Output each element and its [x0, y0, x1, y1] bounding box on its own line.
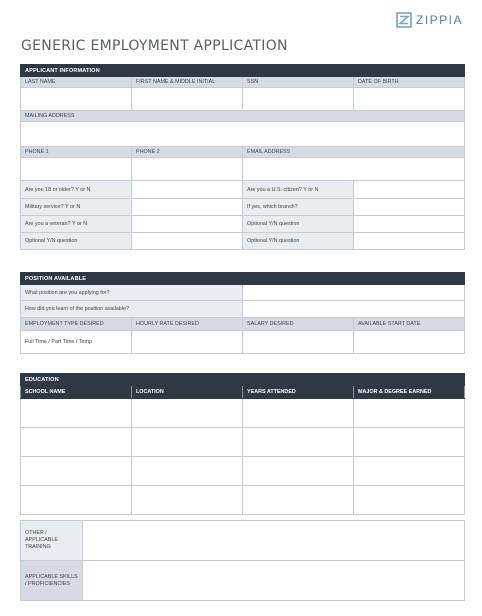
location-field[interactable]: [132, 399, 243, 428]
label-date-of-birth: DATE OF BIRTH: [354, 77, 465, 88]
years-attended-field[interactable]: [243, 457, 354, 486]
answer-age-field[interactable]: [132, 181, 243, 199]
label-first-name: FIRST NAME & MIDDLE INITIAL: [132, 77, 243, 88]
applicant-information-table: [20, 64, 465, 250]
ssn-field[interactable]: [243, 88, 354, 111]
label-mailing-address: MAILING ADDRESS: [21, 111, 465, 122]
location-field[interactable]: [132, 457, 243, 486]
location-field[interactable]: [132, 486, 243, 515]
question-branch: If yes, which branch?: [243, 199, 354, 216]
label-training: OTHER / APPLICABLE TRAINING: [21, 521, 83, 561]
section-header-education: EDUCATION: [21, 374, 465, 386]
mailing-address-field[interactable]: [21, 122, 465, 147]
question-learned-of-position: How did you learn of the position available?: [21, 301, 243, 318]
skills-field[interactable]: [83, 561, 465, 601]
training-field[interactable]: [83, 521, 465, 561]
label-phone-1: PHONE 1: [21, 147, 132, 158]
answer-veteran-field[interactable]: [132, 216, 243, 233]
salary-field[interactable]: [243, 331, 354, 354]
question-optional-1: Optional Y/N question: [243, 216, 354, 233]
start-date-field[interactable]: [354, 331, 465, 354]
question-position: What position are you applying for?: [21, 285, 243, 301]
section-header-applicant: APPLICANT INFORMATION: [21, 65, 465, 77]
answer-optional-3-field[interactable]: [354, 233, 465, 250]
school-name-field[interactable]: [21, 457, 132, 486]
zippia-logo-icon: [396, 12, 412, 28]
first-name-field[interactable]: [132, 88, 243, 111]
label-salary: SALARY DESIRED: [243, 318, 354, 331]
label-school-name: SCHOOL NAME: [21, 386, 132, 399]
label-years-attended: YEARS ATTENDED: [243, 386, 354, 399]
label-start-date: AVAILABLE START DATE: [354, 318, 465, 331]
position-field[interactable]: [243, 285, 465, 301]
position-available-table: [20, 272, 465, 354]
hourly-rate-field[interactable]: [132, 331, 243, 354]
date-of-birth-field[interactable]: [354, 88, 465, 111]
years-attended-field[interactable]: [243, 486, 354, 515]
major-degree-field[interactable]: [354, 486, 465, 515]
education-table: [20, 373, 465, 515]
question-veteran: Are you a veteran? Y or N: [21, 216, 132, 233]
label-ssn: SSN: [243, 77, 354, 88]
question-military: Military service? Y or N: [21, 199, 132, 216]
label-employment-type: EMPLOYMENT TYPE DESIRED: [21, 318, 132, 331]
major-degree-field[interactable]: [354, 428, 465, 457]
training-skills-table: [20, 520, 465, 601]
answer-branch-field[interactable]: [354, 199, 465, 216]
label-phone-2: PHONE 2: [132, 147, 243, 158]
answer-optional-1-field[interactable]: [354, 216, 465, 233]
last-name-field[interactable]: [21, 88, 132, 111]
email-address-field[interactable]: [243, 158, 465, 181]
label-major-degree: MAJOR & DEGREE EARNED: [354, 386, 465, 399]
label-location: LOCATION: [132, 386, 243, 399]
question-citizen: Are you a U.S. citizen? Y or N: [243, 181, 354, 199]
label-last-name: LAST NAME: [21, 77, 132, 88]
question-optional-3: Optional Y/N question: [243, 233, 354, 250]
phone-2-field[interactable]: [132, 158, 243, 181]
employment-type-field[interactable]: Full Time / Part Time / Temp: [21, 331, 132, 354]
label-skills: APPLICABLE SKILLS / PROFICIENCIES: [21, 561, 83, 601]
label-email-address: EMAIL ADDRESS: [243, 147, 465, 158]
section-header-position: POSITION AVAILABLE: [21, 273, 465, 285]
answer-military-field[interactable]: [132, 199, 243, 216]
school-name-field[interactable]: [21, 428, 132, 457]
question-age: Are you 18 or older? Y or N: [21, 181, 132, 199]
page-title: GENERIC EMPLOYMENT APPLICATION: [21, 38, 288, 54]
learned-of-position-field[interactable]: [243, 301, 465, 318]
logo-text: ZIPPIA: [416, 13, 464, 27]
years-attended-field[interactable]: [243, 399, 354, 428]
major-degree-field[interactable]: [354, 457, 465, 486]
school-name-field[interactable]: [21, 399, 132, 428]
answer-citizen-field[interactable]: [354, 181, 465, 199]
zippia-logo: [396, 12, 463, 28]
years-attended-field[interactable]: [243, 428, 354, 457]
label-hourly-rate: HOURLY RATE DESIRED: [132, 318, 243, 331]
phone-1-field[interactable]: [21, 158, 132, 181]
location-field[interactable]: [132, 428, 243, 457]
major-degree-field[interactable]: [354, 399, 465, 428]
answer-optional-2-field[interactable]: [132, 233, 243, 250]
question-optional-2: Optional Y/N question: [21, 233, 132, 250]
school-name-field[interactable]: [21, 486, 132, 515]
